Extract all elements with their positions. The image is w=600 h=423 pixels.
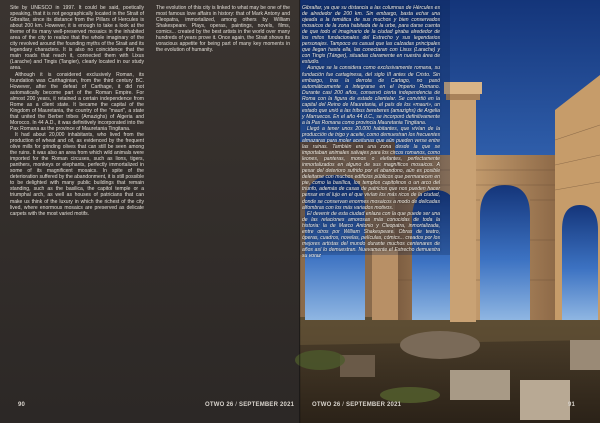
magazine-name: OTWO 26 bbox=[205, 402, 234, 408]
page-gutter bbox=[299, 0, 301, 423]
magazine-name: OTWO 26 bbox=[312, 402, 341, 408]
paragraph: Llegó a tener unos 20.000 habitantes, que vivían de la producción de trigo y aceite, como demuestran los frecuentes almazaras para moler aceitunas que aún pueden verse entre las ruinas. También era una zona desde la que se importaban animales salvajes para los circos romanos, como leones, panteras, monos o elefantes, perfectamente inmortalizados en alguno de sus magníficos mosaicos. A pesar del deterioro sufrido por el abandono, aún es posible deleitarse con muchos edificios públicos que permanecen en pie, como la basílica, los templos capitolinos o un arco del triunfo, además de casas de patricios que nos pueden hacer pensar en el lujo en el que vivían los más ricos de la ciudad, donde se conservan enormes mosaicos a modo de delicadas alfombras con los más variados motivos. bbox=[302, 125, 440, 211]
footer-separator: / bbox=[235, 402, 240, 408]
paragraph: The evolution of this city is linked to what may be one of the most famous love affairs in history: that of Mark Antony and Cleopatra, immortalized, among others by William Shakespeare. Plays, operas, paintings, novels, films, comics... created by the best artists in the world over many hundreds of years prove it. Once again, the Strait shows its voracious appetite for being part of many key moments in the evolution of humanity. bbox=[156, 5, 290, 54]
footer-separator: / bbox=[342, 402, 347, 408]
right-page bbox=[300, 0, 600, 423]
paragraph: Gibraltar, ya que su distancia a las columnas de Hércules es de alrededor de 200 km. Sin embargo, basta echar una ojeada a la temática de sus muchos y bien conservados mosaicos de la zona habitada de la urbe, para darse cuenta de que todo el imaginario de la ciudad giraba alrededor de los mitos fundacionales del Estrecho y sus legendarios personajes. Tampoco es casual que las calzadas principales que llegan hasta ella, las conectaran con Lixus (Larache) y con Tingis (Tánger), situadas claramente en nuestra área de estudio. bbox=[302, 5, 440, 66]
paragraph: El devenir de esta ciudad enlaza con la que puede ser una de las relaciones amorosas más conocidas de toda la historia: la de Marco Antonio y Cleopatra, inmortalizada, entre otros por William Shakespeare. Obras de teatro, óperas, cuadros, novelas, películas, cómics... creados por los mejores artistas del mundo durante muchos centenares de años así lo demuestran. Nuevamente el Estrecho demuestra su voraz bbox=[302, 210, 440, 259]
footer-right bbox=[312, 402, 401, 408]
paragraph: Although it is considered exclusively Roman, its foundation was Carthaginian, from the third century BC. However, after the defeat of Carthage, it did not automatically become part of the Roman Empire. For almost 200 years, it retained a certain independence from Rome as a client state. It became the capital of the Kingdom of Mauretania, the country of the "mauri", a state that united the Berber tribes (Amazighs) of Algeria and Morocco. In 44 A.D., it was definitively incorporated into the Pax Romana as the province of Mauretania Tingitana. bbox=[10, 71, 144, 132]
paragraph: Site by UNESCO in 1997. It could be said, poetically speaking, that it is not geographically located in the Strait of Gibraltar, since its distance from the Pillars of Hercules is about 200 km. However, it is enough to take a look at the theme of its many well-preserved mosaics in the inhabited area of the city to realize that the whole imaginary of the city revolved around the founding myths of the Strait and its legendary characters. It is also no coincidence that the main roads that reach it, connected them with Lixus (Larache) and Tingis (Tangier), clearly located in our study area. bbox=[10, 5, 144, 72]
folio-left: 90 bbox=[18, 402, 26, 408]
issue-date: SEPTEMBER 2021 bbox=[239, 402, 295, 408]
paragraph: It had about 20,000 inhabitants, who lived from the production of wheat and oil, as evidenced by the frequent olive mills for grinding olives that can still be seen among the ruins. It was also an area from which wild animals were imported for the Roman circuses, such as lions, tigers, panthers, monkeys or elephants, perfectly immortalized in some of its magnificent mosaics. In spite of the deterioration suffered by the abandonment, it is still possible to be delighted with many public buildings that remain standing, such as the basilica, the capitol temple or a triumphal arch, as well as houses of patricians that can make us think of the luxury in which the richest of the city lived, where enormous mosaics are preserved as delicate carpets with the most varied motifs. bbox=[10, 131, 145, 217]
text-column-b bbox=[156, 5, 290, 397]
footer-left bbox=[205, 402, 294, 408]
text-column-a bbox=[10, 5, 144, 397]
folio-right: 91 bbox=[568, 402, 576, 408]
paragraph: Aunque se la considera como exclusivamente romana, su fundación fue cartaginesa, del siglo III antes de Cristo. Sin embargo, tras la derrota de Cartago, no pasó automáticamente a integrarse en el Imperio Romano. Durante casi 200 años, conservó cierta independencia de Roma con la figura de estado clientelar. Se convirtió en la capital del Reino de Mauretania, el país de los «mauri», un estado que unió a las tribus bereberes (amazighs) de Argelia y Marruecos. En el año 44 d.C., se incorporó definitivamente a la Pax Romana como provincia Mauretania Tingitana. bbox=[302, 65, 440, 126]
text-column-c bbox=[302, 5, 440, 259]
issue-date: SEPTEMBER 2021 bbox=[346, 402, 402, 408]
